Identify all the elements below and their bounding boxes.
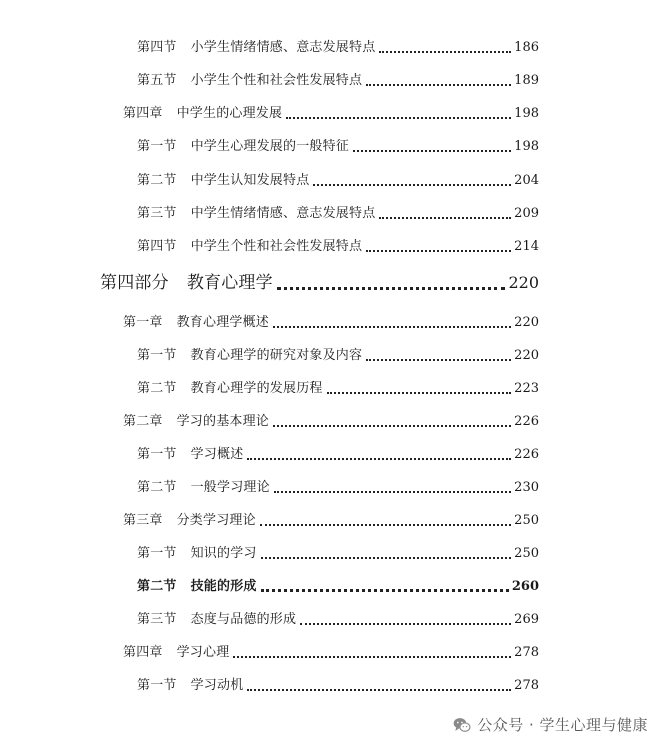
dot-leader	[300, 623, 511, 625]
toc-entry	[137, 447, 539, 463]
toc-entry	[137, 40, 539, 56]
toc-entry-label: 第五节	[137, 73, 177, 88]
dot-leader	[379, 217, 511, 219]
dot-leader	[366, 84, 511, 86]
toc-entry-page: 223	[514, 381, 539, 396]
toc-entry-label: 第一节	[137, 447, 177, 462]
wechat-icon	[452, 715, 472, 735]
toc-entry-page: 250	[514, 546, 539, 561]
dot-leader	[353, 150, 511, 152]
toc-entry-page: 204	[514, 173, 539, 188]
toc-entry-title: 教育心理学的发展历程	[190, 381, 323, 396]
toc-entry	[137, 348, 539, 364]
toc-entry-page: 189	[514, 73, 539, 88]
toc-entry-label: 第四节	[137, 239, 177, 254]
toc-entry-page: 209	[514, 206, 539, 221]
toc-entry-label: 第一节	[137, 678, 177, 693]
toc-entry	[123, 513, 539, 529]
toc-entry-title: 中学生心理发展的一般特征	[190, 139, 350, 154]
toc-entry	[137, 73, 539, 89]
toc-entry-title: 教育心理学的研究对象及内容	[190, 348, 363, 363]
toc-entry-page: 220	[514, 315, 539, 330]
dot-leader	[247, 458, 511, 460]
dot-leader	[274, 491, 511, 493]
toc-entry-page: 278	[514, 678, 539, 693]
toc-entry-page: 198	[514, 139, 539, 154]
toc-entry-label: 第四章	[123, 645, 163, 660]
toc-entry	[137, 173, 539, 189]
toc-entry-title: 态度与品德的形成	[190, 612, 297, 627]
toc-entry-page: 198	[514, 106, 539, 121]
toc-entry-page: 226	[514, 414, 539, 429]
watermark	[452, 714, 648, 735]
toc-entry-title: 学习的基本理论	[176, 414, 270, 429]
toc-entry-label: 第一节	[137, 348, 177, 363]
toc-entry-page: 278	[514, 645, 539, 660]
dot-leader	[379, 51, 511, 53]
watermark-text: 公众号 · 学生心理与健康	[477, 716, 648, 734]
toc-entry	[137, 139, 539, 155]
dot-leader	[273, 425, 511, 427]
toc-entry-title: 中学生个性和社会性发展特点	[190, 239, 363, 254]
toc-entry-title: 中学生认知发展特点	[190, 173, 310, 188]
toc-entry-label: 第四章	[123, 106, 163, 121]
toc-entry-bold	[137, 579, 539, 595]
toc-entry-label: 第三章	[123, 513, 163, 528]
toc-entry-label: 第二节	[137, 579, 177, 594]
toc-entry-title: 知识的学习	[190, 546, 257, 561]
toc-entry-page: 250	[514, 513, 539, 528]
toc-entry-title: 分类学习理论	[176, 513, 256, 528]
dot-leader	[261, 557, 512, 559]
toc-entry-page: 260	[511, 579, 539, 594]
toc-entry	[123, 414, 539, 430]
toc-entry-title: 小学生个性和社会性发展特点	[190, 73, 363, 88]
toc-entry-page: 220	[508, 273, 539, 292]
toc-entry-label: 第一节	[137, 139, 177, 154]
toc-entry-title: 小学生情绪情感、意志发展特点	[190, 40, 376, 55]
toc-entry-label: 第三节	[137, 206, 177, 221]
toc-entry-title: 一般学习理论	[190, 480, 270, 495]
toc-entry-label: 第四部分	[100, 273, 169, 293]
toc-entry	[137, 206, 539, 222]
toc-entry-title: 学习动机	[190, 678, 244, 693]
toc-entry-page: 214	[514, 239, 539, 254]
dot-leader	[247, 689, 511, 691]
dot-leader	[260, 524, 511, 526]
toc-entry-label: 第一节	[137, 546, 177, 561]
toc-entry-page: 230	[514, 480, 539, 495]
toc-entry	[137, 239, 539, 255]
dot-leader	[277, 287, 506, 290]
toc-entry	[123, 315, 539, 331]
toc-entry-title: 中学生情绪情感、意志发展特点	[190, 206, 376, 221]
dot-leader	[273, 326, 511, 328]
toc-entry	[123, 645, 539, 661]
dot-leader	[327, 392, 512, 394]
toc-entry-label: 第二章	[123, 414, 163, 429]
toc-part-entry	[100, 273, 539, 293]
dot-leader	[366, 359, 511, 361]
toc-entry-label: 第二节	[137, 381, 177, 396]
toc-entry-title: 学习概述	[190, 447, 244, 462]
toc-entry	[137, 480, 539, 496]
toc-entry-title: 教育心理学概述	[176, 315, 270, 330]
toc-entry-title: 技能的形成	[190, 579, 257, 594]
toc-entry	[137, 612, 539, 628]
toc-entry	[137, 381, 539, 397]
toc-entry-label: 第二节	[137, 173, 177, 188]
dot-leader	[286, 117, 511, 119]
toc-entry-page: 226	[514, 447, 539, 462]
toc-entry-label: 第三节	[137, 612, 177, 627]
toc-entry-label: 第一章	[123, 315, 163, 330]
toc-entry-page: 220	[514, 348, 539, 363]
dot-leader	[366, 250, 511, 252]
toc-entry	[123, 106, 539, 122]
dot-leader	[261, 589, 509, 592]
toc-entry-page: 269	[514, 612, 539, 627]
toc-entry-title: 中学生的心理发展	[176, 106, 283, 121]
dot-leader	[313, 184, 511, 186]
toc-entry-page: 186	[514, 40, 539, 55]
toc-entry	[137, 678, 539, 694]
toc-entry-label: 第二节	[137, 480, 177, 495]
toc-entry	[137, 546, 539, 562]
toc-entry-title: 学习心理	[176, 645, 230, 660]
dot-leader	[233, 656, 511, 658]
toc-entry-title: 教育心理学	[186, 273, 273, 293]
toc-entry-label: 第四节	[137, 40, 177, 55]
